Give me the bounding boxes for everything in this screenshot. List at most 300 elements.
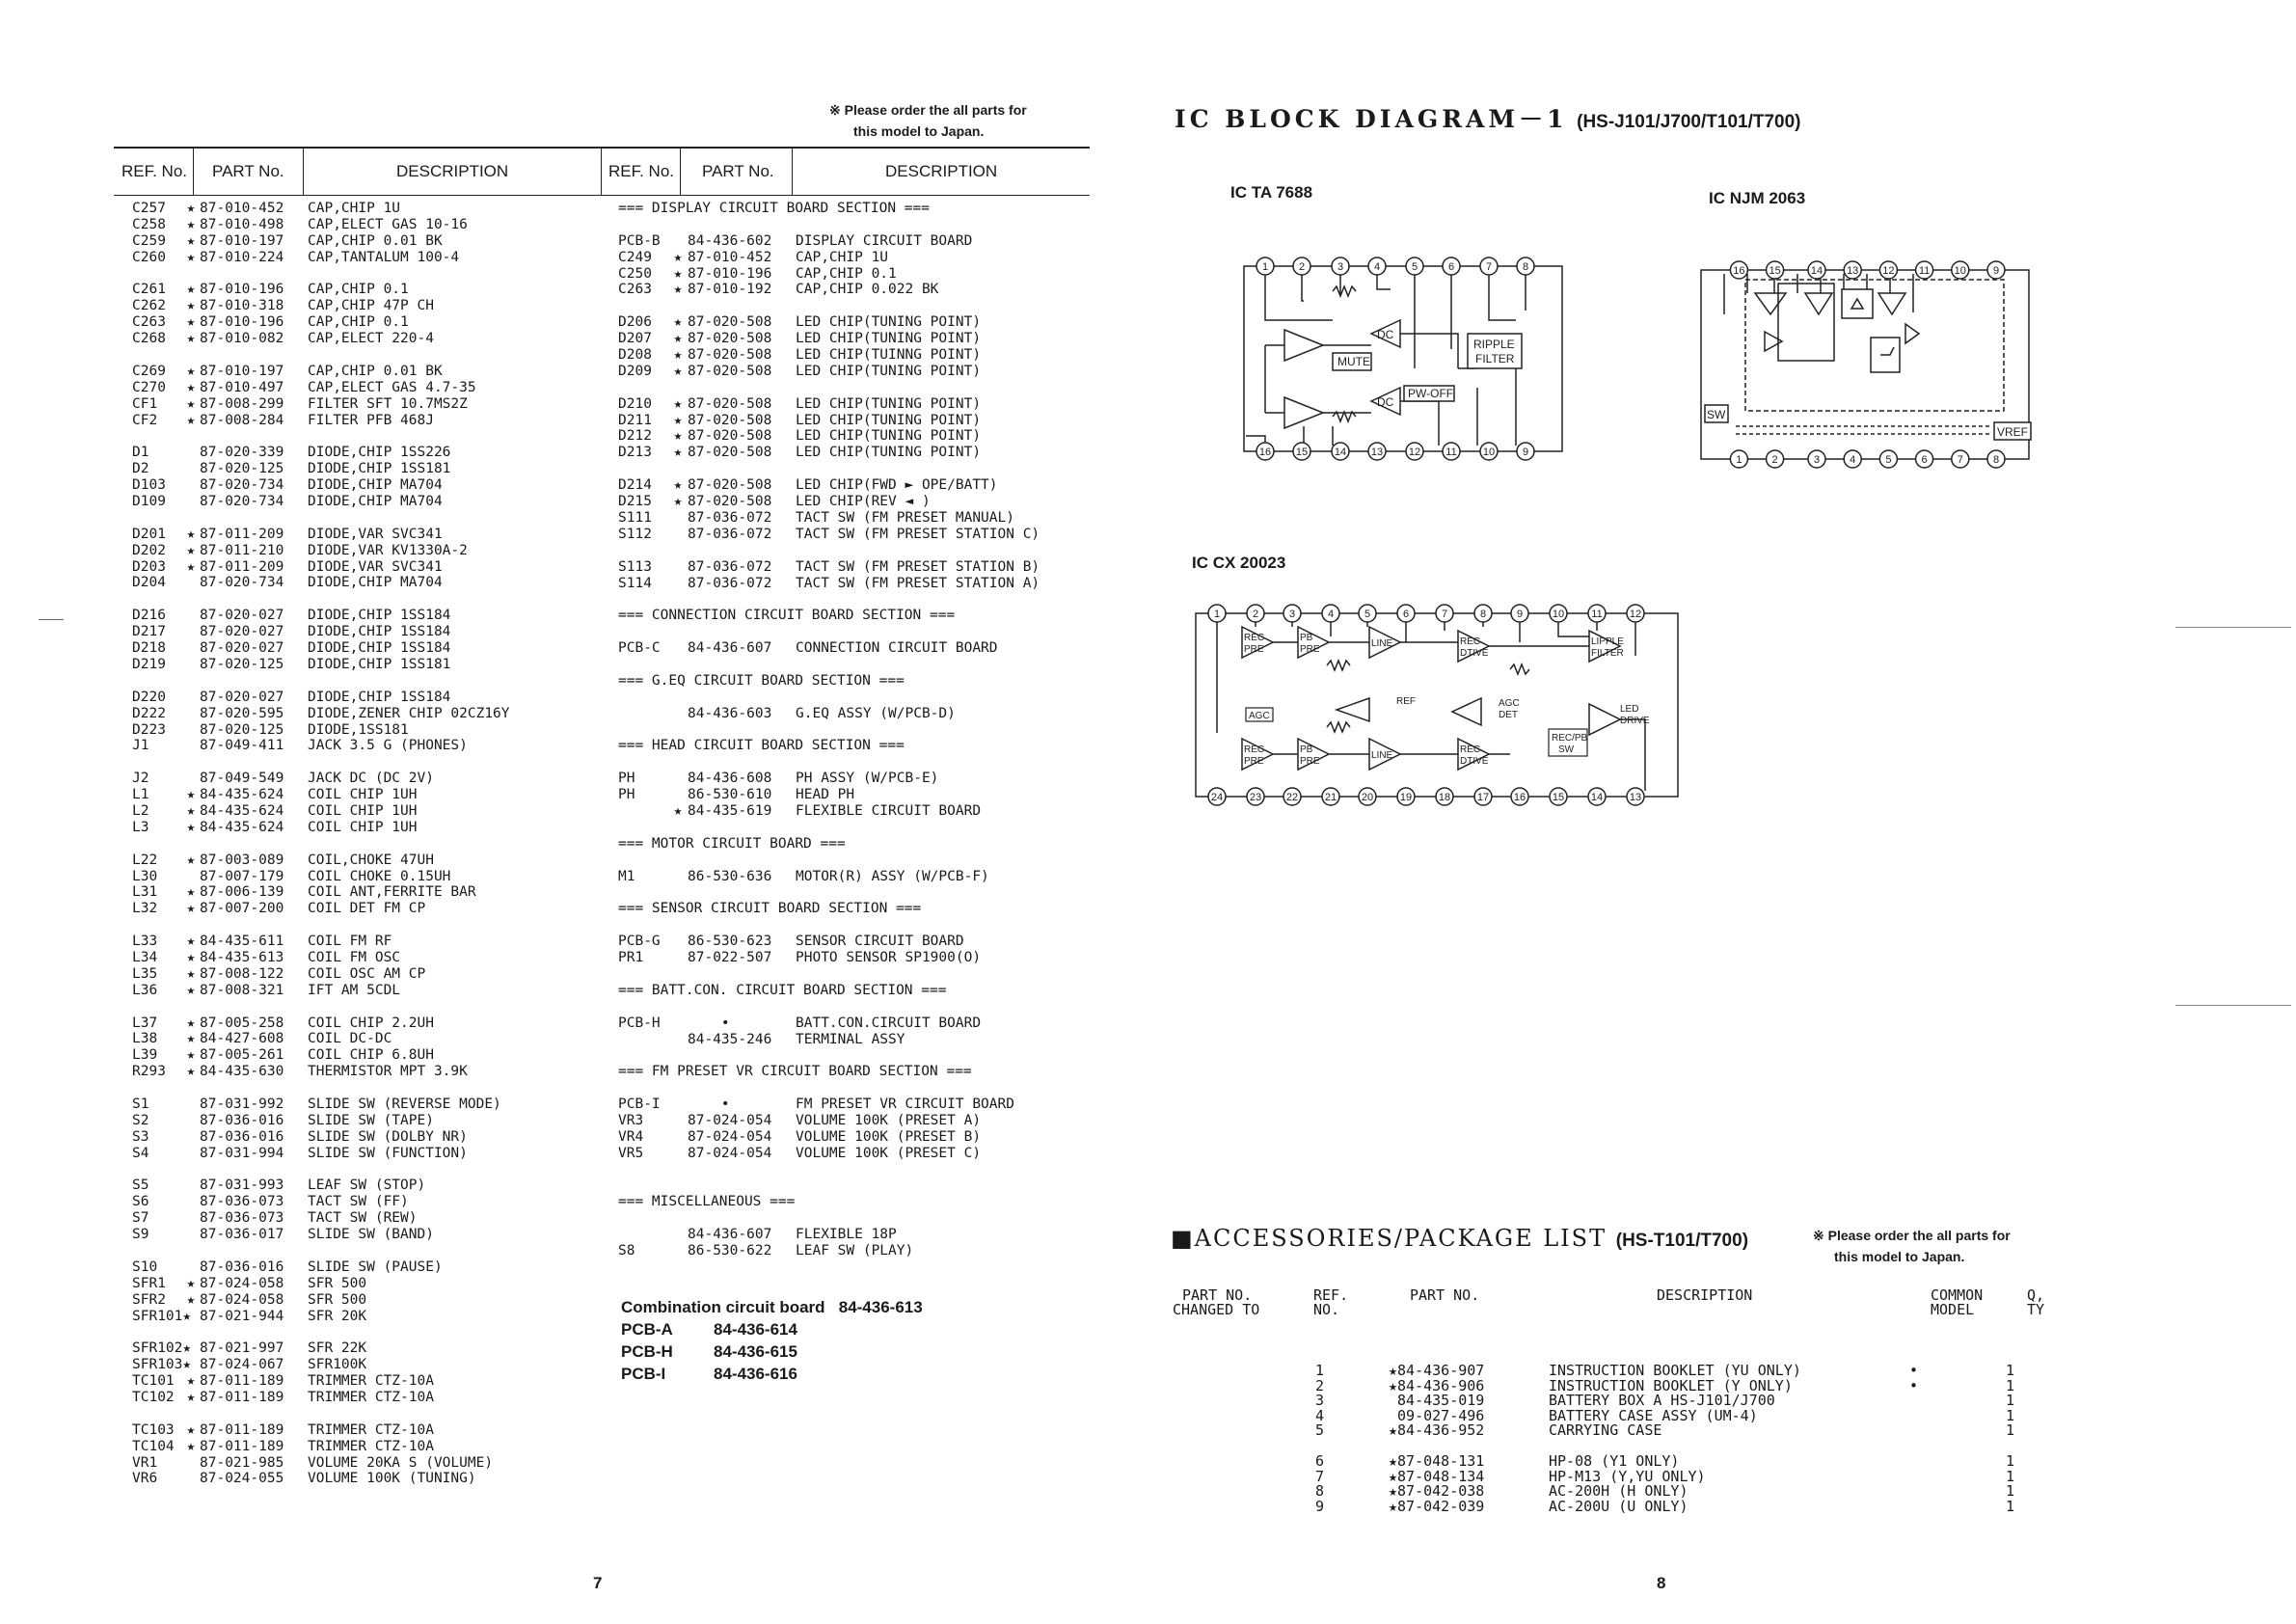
ref-no: C249 (618, 249, 652, 265)
rec-pb-label: REC/PB (1552, 733, 1588, 744)
ic-pin-number: 9 (1516, 609, 1524, 620)
part-no: ★87-042-039 (1389, 1497, 1485, 1515)
parts-row (618, 1113, 1081, 1129)
mark: ★ (186, 1031, 196, 1047)
part-no: 87-020-734 (200, 494, 284, 510)
agc-label: AGC (1499, 698, 1520, 709)
dc-label: DC (1377, 395, 1394, 409)
ic-pin-number: 6 (1402, 609, 1410, 620)
common-model: • (1909, 1376, 1919, 1394)
rec-label: REC (1244, 744, 1265, 755)
ref-no: 5 (1315, 1421, 1325, 1439)
row-gap (132, 673, 595, 690)
ref-no: L34 (132, 949, 158, 965)
description: HP-M13 (Y,YU ONLY) (1549, 1467, 1706, 1485)
part-no: 87-010-498 (200, 216, 284, 232)
row-gap (132, 1162, 595, 1178)
part-no: 84-435-246 (688, 1031, 772, 1047)
parts-row (132, 1113, 595, 1129)
description: VOLUME 20KA S (VOLUME) (308, 1454, 494, 1471)
description: COIL OSC AM CP (308, 965, 426, 982)
description: DIODE,ZENER CHIP 02CZ16Y (308, 705, 510, 721)
mark: ★ (673, 265, 683, 282)
header-common: MODEL (1931, 1301, 1975, 1318)
description: VOLUME 100K (PRESET B) (796, 1128, 982, 1145)
part-no: 84-435-619 (688, 803, 772, 820)
part-no: 87-024-054 (688, 1128, 772, 1145)
part-no: 87-006-139 (200, 884, 284, 901)
ic-pin-number: 18 (1438, 792, 1451, 803)
ref-no: L31 (132, 884, 158, 901)
pre-label: PRE (1244, 644, 1264, 655)
description: LED CHIP(TUNING POINT) (796, 363, 982, 379)
description: LED CHIP(TUNING POINT) (796, 445, 982, 461)
parts-row (618, 706, 1081, 722)
parts-row (132, 1047, 595, 1064)
row-gap (618, 461, 1081, 477)
parts-row (618, 771, 1081, 787)
ref-no: SFR1 (132, 1275, 166, 1291)
mark: ★ (673, 412, 683, 428)
mark: ★ (186, 1291, 196, 1308)
sw-label: SW (1707, 408, 1726, 421)
part-no: 87-020-125 (200, 461, 284, 477)
parts-row (618, 640, 1081, 657)
description: LED CHIP(FWD ► OPE/BATT) (796, 477, 998, 494)
pre-label: PRE (1300, 644, 1320, 655)
quantity: 1 (2006, 1452, 2015, 1471)
led-label: LED (1620, 704, 1639, 715)
header-qty: TY (2027, 1301, 2045, 1318)
description: G.EQ ASSY (W/PCB-D) (796, 705, 956, 721)
description: DIODE,VAR KV1330A-2 (308, 542, 468, 558)
ref-no: L37 (132, 1015, 158, 1031)
ref-no: SFR101★ (132, 1308, 192, 1324)
ref-no: 7 (1315, 1467, 1325, 1485)
description: COIL DC-DC (308, 1031, 392, 1047)
description: SFR 22K (308, 1340, 367, 1357)
part-no: 87-049-411 (200, 738, 284, 754)
part-no: 87-024-054 (688, 1145, 772, 1161)
description: DIODE,CHIP 1SS181 (308, 656, 451, 672)
part-no: 87-031-992 (200, 1096, 284, 1112)
part-no: 87-007-179 (200, 868, 284, 884)
ic-pin-number: 11 (1445, 447, 1457, 458)
ic-pin-number: 14 (1334, 447, 1347, 458)
ref-no: C263 (132, 314, 166, 331)
mark: ★ (186, 379, 196, 395)
mark: ★ (673, 249, 683, 265)
mark: ★ (186, 1064, 196, 1080)
ic-pin-number: 3 (1288, 609, 1296, 620)
parts-row (132, 1129, 595, 1146)
row-gap (618, 657, 1081, 673)
description: BATTERY CASE ASSY (UM-4) (1549, 1406, 1758, 1424)
ref-no: S113 (618, 558, 652, 575)
ic-pin-number: 14 (1810, 265, 1823, 277)
description: CAP,CHIP 0.01 BK (308, 363, 443, 379)
pre-label: PRE (1300, 756, 1320, 767)
dtive-label: DTIVE (1460, 756, 1489, 767)
part-no: 87-021-997 (200, 1340, 284, 1357)
ref-no: D211 (618, 412, 652, 428)
part-no: 87-020-508 (688, 428, 772, 445)
description: LED CHIP(TUNING POINT) (796, 395, 982, 412)
parts-row (618, 803, 1081, 820)
mute-label: MUTE (1337, 355, 1370, 368)
ic-pin-number: 3 (1337, 261, 1344, 273)
ref-no: CF2 (132, 412, 158, 428)
margin-mark (2175, 1005, 2291, 1006)
ref-no: D206 (618, 314, 652, 331)
parts-row (132, 543, 595, 559)
part-no: 87-020-734 (200, 477, 284, 494)
description: CAP,CHIP 47P CH (308, 298, 434, 314)
ic-pin-number: 16 (1258, 447, 1272, 458)
row-gap (618, 884, 1081, 901)
description: CAP,CHIP 0.01 BK (308, 232, 443, 249)
title-text: IC BLOCK DIAGRAM－1 (1175, 105, 1568, 133)
ref-no: S3 (132, 1128, 149, 1145)
sw-label: SW (1558, 744, 1575, 755)
combination-ref: PCB-I (621, 1365, 666, 1383)
description: SLIDE SW (REVERSE MODE) (308, 1096, 501, 1112)
section-heading: === SENSOR CIRCUIT BOARD SECTION === (618, 901, 922, 917)
ref-no: C260 (132, 249, 166, 265)
parts-row (132, 640, 595, 657)
description: CAP,CHIP 0.1 (308, 314, 409, 331)
parts-row (132, 934, 595, 950)
parts-row (618, 527, 1081, 543)
description: CAP,CHIP 0.1 (796, 265, 897, 282)
parts-row (618, 282, 1081, 298)
part-no: 87-010-452 (200, 201, 284, 216)
ic-pin-number: 14 (1590, 792, 1604, 803)
ref-no: PCB-H (618, 1015, 661, 1031)
ref-no: L38 (132, 1031, 158, 1047)
ic-pin-number: 7 (1441, 609, 1448, 620)
parts-row (618, 413, 1081, 429)
part-no: 87-024-058 (200, 1291, 284, 1308)
ref-no: D214 (618, 477, 652, 494)
parts-row (132, 527, 595, 543)
pre-label: PRE (1244, 756, 1264, 767)
ref-no: L22 (132, 852, 158, 868)
description: FLEXIBLE CIRCUIT BOARD (796, 803, 982, 820)
parts-row (132, 722, 595, 739)
description: JACK DC (DC 2V) (308, 771, 434, 787)
page-number-left: 7 (593, 1574, 603, 1592)
header-description: DESCRIPTION (396, 162, 509, 180)
row-gap (618, 820, 1081, 836)
row-gap (618, 380, 1081, 396)
parts-row (618, 250, 1081, 266)
ref-no: D218 (132, 640, 166, 657)
description: SFR 20K (308, 1308, 367, 1324)
description: FILTER SFT 10.7MS2Z (308, 395, 468, 412)
ref-no: L33 (132, 934, 158, 950)
part-no: 87-010-197 (200, 363, 284, 379)
parts-row (132, 1390, 595, 1406)
description: LED CHIP(REV ◄ ) (796, 494, 931, 510)
part-no: 87-020-508 (688, 331, 772, 347)
section-heading: === MISCELLANEOUS === (618, 1194, 796, 1210)
parts-row (618, 494, 1081, 510)
description: CAP,CHIP 1U (796, 249, 889, 265)
description: FM PRESET VR CIRCUIT BOARD (796, 1096, 1014, 1113)
ref-no: C269 (132, 363, 166, 379)
mark: ★ (186, 1390, 196, 1406)
description: SFR 500 (308, 1291, 367, 1308)
part-no: 87-021-985 (200, 1454, 284, 1471)
ref-no: PR1 (618, 950, 644, 966)
part-no: 86-530-636 (688, 868, 772, 884)
part-no: 87-003-089 (200, 852, 284, 868)
ic-block-diagram-title (1175, 100, 1801, 135)
mark: ★ (186, 216, 196, 232)
ref-no: VR5 (618, 1145, 644, 1161)
description: TERMINAL ASSY (796, 1031, 905, 1047)
parts-row (132, 1439, 595, 1455)
row-gap (618, 1047, 1081, 1064)
part-no: 87-031-993 (200, 1177, 284, 1194)
ic-pin-number: 9 (1522, 447, 1529, 458)
description: SFR100K (308, 1357, 367, 1373)
parts-row (618, 1032, 1081, 1048)
part-no: 87-010-196 (200, 314, 284, 331)
part-no: 84-436-608 (688, 771, 772, 787)
parts-row (618, 559, 1081, 576)
ref-no: PH (618, 787, 635, 803)
ic-pin-number: 2 (1298, 261, 1306, 273)
part-no: 87-011-210 (200, 542, 284, 558)
parts-row (132, 559, 595, 576)
mark: ★ (186, 1047, 196, 1064)
ref-no: C257 (132, 201, 166, 216)
line-label: LINE (1371, 750, 1393, 761)
ref-no: C250 (618, 265, 652, 282)
ic-pin-number: 13 (1629, 792, 1642, 803)
ic-pin-number: 13 (1847, 265, 1859, 277)
parts-row (132, 461, 595, 477)
pb-label: PB (1300, 633, 1313, 643)
quantity: 1 (2006, 1467, 2015, 1485)
part-no: 86-530-623 (688, 934, 772, 950)
ref-no: D109 (132, 494, 166, 510)
parts-row (132, 1177, 595, 1194)
header-part-no: PART NO. (1410, 1286, 1480, 1304)
row-gap (132, 917, 595, 934)
part-no: 87-020-027 (200, 640, 284, 657)
description: COIL CHIP 2.2UH (308, 1015, 434, 1031)
ref-no: L30 (132, 868, 158, 884)
title-models: (HS-J101/J700/T101/T700) (1577, 112, 1801, 132)
parts-row (618, 576, 1081, 592)
description: SLIDE SW (FUNCTION) (308, 1145, 468, 1161)
combination-part: 84-436-614 (714, 1320, 797, 1339)
ic-pin-number: 8 (1522, 261, 1529, 273)
ref-no: D219 (132, 656, 166, 672)
description: CAP,CHIP 0.022 BK (796, 282, 939, 298)
page-number-right: 8 (1657, 1574, 1666, 1592)
mark: ★ (673, 395, 683, 412)
description: DIODE,CHIP 1SS184 (308, 689, 451, 705)
description: VOLUME 100K (TUNING) (308, 1471, 476, 1487)
part-no: 87-020-508 (688, 445, 772, 461)
rec-label: REC (1460, 636, 1481, 647)
part-no: 87-024-058 (200, 1275, 284, 1291)
parts-row (132, 1146, 595, 1162)
ref-no: C270 (132, 379, 166, 395)
quantity: 1 (2006, 1497, 2015, 1515)
combination-part: 84-436-613 (838, 1298, 923, 1316)
mark: ★ (186, 314, 196, 331)
row-gap (132, 1243, 595, 1259)
description: VOLUME 100K (PRESET C) (796, 1145, 982, 1161)
ref-no: S8 (618, 1243, 635, 1259)
part-no: 84-436-607 (688, 1227, 772, 1243)
description: COIL ANT,FERRITE BAR (308, 884, 476, 901)
ic-pin-number: 15 (1769, 265, 1781, 277)
ref-no: 6 (1315, 1452, 1325, 1471)
description: COIL CHIP 1UH (308, 787, 418, 803)
part-no: 87-008-321 (200, 982, 284, 998)
quantity: 1 (2006, 1421, 2015, 1439)
row-gap (132, 1324, 595, 1340)
ref-no: VR4 (618, 1128, 644, 1145)
ic-pin-number: 4 (1373, 261, 1381, 273)
row-gap (132, 1406, 595, 1422)
part-no: 87-020-027 (200, 624, 284, 640)
parts-row (132, 853, 595, 869)
parts-row (132, 1276, 595, 1292)
description: DIODE,CHIP MA704 (308, 494, 443, 510)
header-description: DESCRIPTION (885, 162, 998, 180)
mark: ★ (186, 787, 196, 803)
part-no: 87-010-196 (688, 265, 772, 282)
combination-ref: PCB-A (621, 1320, 673, 1339)
part-no: 87-008-299 (200, 395, 284, 412)
accessory-row (1315, 1497, 2048, 1515)
description: TRIMMER CTZ-10A (308, 1421, 434, 1438)
description: AC-200H (H ONLY) (1549, 1482, 1688, 1501)
parts-row (618, 1129, 1081, 1146)
ref-no: D1 (132, 445, 149, 461)
description: DIODE,CHIP 1SS226 (308, 445, 451, 461)
parts-row (132, 608, 595, 624)
mark: ★ (673, 477, 683, 494)
ic-pin-number: 12 (1629, 609, 1642, 620)
section-heading: === FM PRESET VR CIRCUIT BOARD SECTION === (618, 1064, 972, 1080)
parts-row (132, 624, 595, 640)
ref-no: TC102 (132, 1390, 175, 1406)
parts-row (132, 1210, 595, 1227)
description: SLIDE SW (DOLBY NR) (308, 1128, 468, 1145)
description: DIODE,CHIP MA704 (308, 575, 443, 591)
parts-row (618, 1227, 1081, 1243)
ripple-label: RIPPLE (1473, 338, 1515, 351)
part-no: 87-011-209 (200, 558, 284, 575)
mark: ★ (673, 314, 683, 331)
ref-no: SFR103★ (132, 1357, 192, 1373)
parts-row (132, 1015, 595, 1032)
parts-row (618, 233, 1081, 250)
description: DIODE,CHIP 1SS184 (308, 608, 451, 624)
vref-label: VREF (1997, 425, 2029, 439)
row-gap (132, 510, 595, 527)
description: COIL CHOKE 0.15UH (308, 868, 451, 884)
part-no: 09-027-496 (1389, 1406, 1485, 1424)
ref-no: 9 (1315, 1497, 1325, 1515)
ic-pin-number: 8 (1992, 454, 2000, 466)
parts-row (618, 364, 1081, 380)
part-no: 86-530-610 (688, 787, 772, 803)
mark: ★ (186, 982, 196, 998)
ic-cx20023-label: IC CX 20023 (1192, 554, 1286, 572)
description: TRIMMER CTZ-10A (308, 1438, 434, 1454)
ref-no: D103 (132, 477, 166, 494)
ic-ta7688-diagram (1227, 253, 1580, 469)
ref-no: C258 (132, 216, 166, 232)
description: DIODE,CHIP 1SS181 (308, 461, 451, 477)
header-changed: CHANGED TO (1173, 1301, 1260, 1318)
description: DIODE,CHIP 1SS184 (308, 640, 451, 657)
part-no: 87-011-189 (200, 1438, 284, 1454)
part-no: 87-011-189 (200, 1373, 284, 1390)
part-no: 84-435-611 (200, 934, 284, 950)
parts-row (132, 282, 595, 298)
row-gap (618, 1162, 1081, 1178)
parts-row (132, 331, 595, 347)
ic-pin-number: 13 (1370, 447, 1384, 458)
ic-pin-number: 3 (1813, 454, 1821, 466)
header-ref-no: REF. No. (608, 162, 675, 180)
section-heading: === CONNECTION CIRCUIT BOARD SECTION === (618, 608, 956, 624)
line-label: LINE (1371, 638, 1393, 649)
order-note-line: ※ Please order the all parts for (829, 102, 1027, 118)
mark: ★ (186, 331, 196, 347)
pw-off-label: PW-OFF (1408, 387, 1454, 400)
dtive-label: DTIVE (1460, 648, 1489, 659)
row-gap (132, 1080, 595, 1096)
description: AC-200U (U ONLY) (1549, 1497, 1688, 1515)
ref-no: S112 (618, 526, 652, 542)
ref-no: M1 (618, 868, 635, 884)
ic-pin-number: 4 (1327, 609, 1335, 620)
description: LED CHIP(TUNING POINT) (796, 314, 982, 331)
parts-row (132, 1309, 595, 1325)
part-no: 87-031-994 (200, 1145, 284, 1161)
ic-pin-number: 23 (1249, 792, 1262, 803)
accessories-models: (HS-T101/T700) (1615, 1231, 1749, 1251)
ref-no: D217 (132, 624, 166, 640)
parts-row (618, 445, 1081, 461)
mark: ★ (186, 1275, 196, 1291)
ref-no: L2 (132, 802, 149, 819)
parts-row (618, 477, 1081, 494)
part-no: 87-020-734 (200, 575, 284, 591)
rec-label: REC (1460, 744, 1481, 755)
parts-row (132, 1455, 595, 1472)
ref-no: 3 (1315, 1392, 1325, 1409)
parts-row (132, 690, 595, 706)
description: CAP,CHIP 0.1 (308, 282, 409, 298)
ref-no: L39 (132, 1047, 158, 1064)
part-no: 87-036-072 (688, 509, 772, 526)
ref-no: PH (618, 771, 635, 787)
ref-no: D2 (132, 461, 149, 477)
ic-njm2063-diagram (1697, 255, 2040, 476)
